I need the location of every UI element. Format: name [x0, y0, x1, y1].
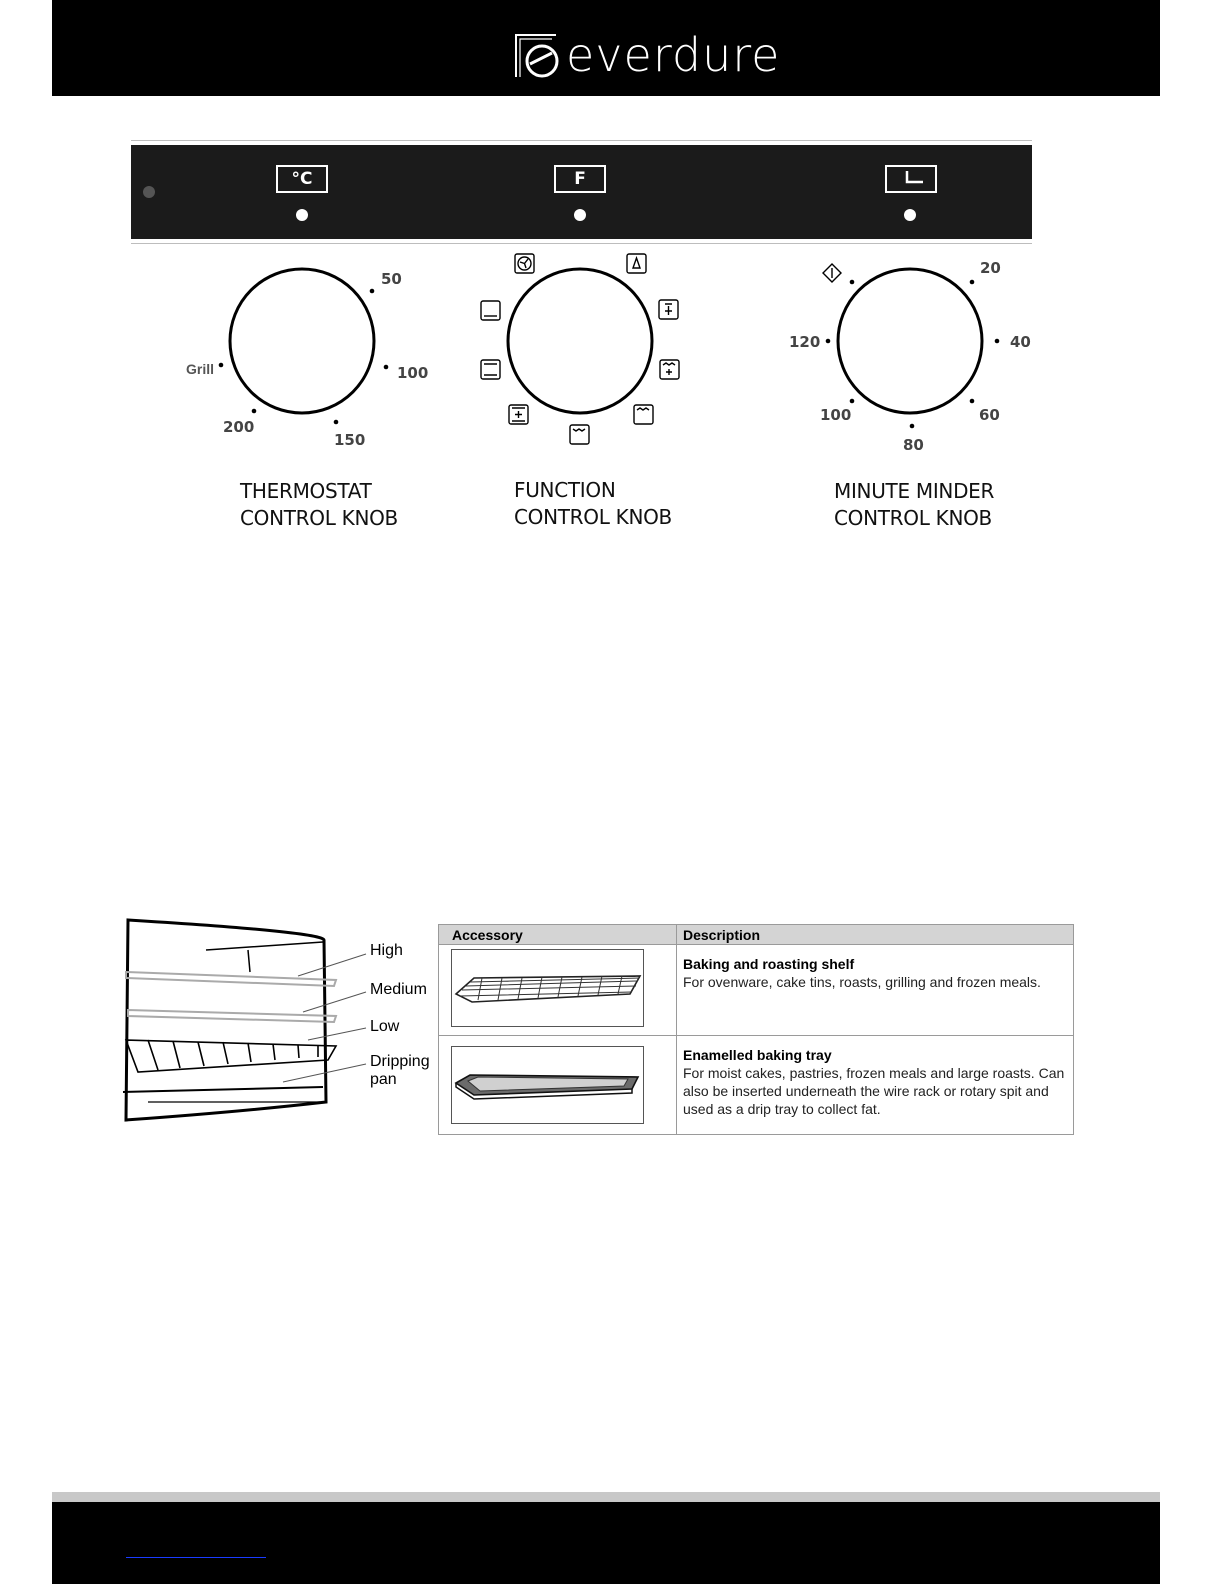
knob-diagram [0, 0, 1224, 470]
defrost-icon [627, 254, 646, 273]
column-header-accessory: Accessory [439, 925, 677, 945]
footer-link-underline[interactable] [126, 1557, 266, 1558]
table-row [439, 945, 1074, 1036]
accessory-image-cell [439, 945, 677, 1036]
table-row [439, 1036, 1074, 1135]
fan-oven-icon [515, 254, 534, 273]
function-caption-line2: CONTROL KNOB [514, 505, 672, 529]
level-label-medium: Medium [370, 981, 427, 998]
thermostat-label-200: 200 [223, 418, 255, 436]
minute-minder-caption-line1: MINUTE MINDER [834, 479, 995, 503]
dripping-pan-line2: pan [370, 1071, 397, 1088]
oven-cavity-diagram [118, 912, 368, 1126]
thermostat-symbol: °C [276, 165, 328, 193]
accessory-description: For ovenware, cake tins, roasts, grilling and frozen meals. [683, 974, 1041, 990]
grill-fan-icon [660, 360, 679, 379]
accessory-name: Baking and roasting shelf [683, 956, 855, 972]
baking-tray-image [451, 1046, 644, 1124]
function-symbol: F [554, 165, 606, 193]
minute-minder-caption-line2: CONTROL KNOB [834, 506, 992, 530]
top-heat-icon [634, 405, 653, 424]
wire-rack-low [126, 1040, 336, 1072]
accessory-table [438, 924, 1074, 1135]
dripping-pan-line1: Dripping [370, 1053, 430, 1070]
timer-label-40: 40 [1010, 333, 1031, 351]
timer-label-80: 80 [903, 436, 924, 454]
conventional-fan-icon [509, 405, 528, 424]
off-position-icon [823, 264, 841, 282]
footer-grey-band [52, 1492, 1160, 1502]
oven-light-icon [570, 425, 589, 444]
thermostat-caption [240, 478, 398, 532]
fan-grill-icon [659, 300, 678, 319]
minute-minder-caption [834, 478, 994, 532]
timer-label-100: 100 [820, 406, 852, 424]
timer-label-120: 120 [789, 333, 821, 351]
bottom-heat-icon [481, 360, 500, 379]
thermostat-label-50: 50 [381, 270, 402, 288]
thermostat-label-100: 100 [397, 364, 429, 382]
top-element-icon [481, 301, 500, 320]
timer-label-60: 60 [979, 406, 1000, 424]
accessory-description: For moist cakes, pastries, frozen meals and large roasts. Can also be inserted underneath the wire rack or rotary spit and used as a drip tray to collect fat. [683, 1065, 1065, 1117]
accessory-name: Enamelled baking tray [683, 1047, 832, 1063]
level-label-high: High [370, 942, 403, 959]
brand-name: everdure [566, 28, 781, 82]
thermostat-caption-line2: CONTROL KNOB [240, 506, 398, 530]
thermostat-label-grill: Grill [186, 361, 215, 377]
thermostat-caption-line1: THERMOSTAT [240, 479, 372, 503]
accessory-description-cell [677, 1036, 1074, 1135]
table-header-row [439, 925, 1074, 945]
thermostat-ticks [219, 289, 389, 425]
function-caption [514, 477, 672, 531]
minute-minder-ticks [826, 280, 1000, 429]
accessory-image-cell [439, 1036, 677, 1135]
minute-minder-knob[interactable] [838, 269, 982, 413]
timer-label-20: 20 [980, 259, 1001, 277]
thermostat-label-150: 150 [334, 431, 366, 449]
footer-bar [52, 1502, 1160, 1584]
thermostat-knob[interactable] [230, 269, 374, 413]
level-label-dripping-pan [370, 1053, 430, 1089]
wire-shelf-image [451, 949, 644, 1027]
column-header-description: Description [677, 925, 1074, 945]
accessory-description-cell [677, 945, 1074, 1036]
function-knob[interactable] [508, 269, 652, 413]
function-caption-line1: FUNCTION [514, 478, 616, 502]
level-label-low: Low [370, 1018, 400, 1035]
